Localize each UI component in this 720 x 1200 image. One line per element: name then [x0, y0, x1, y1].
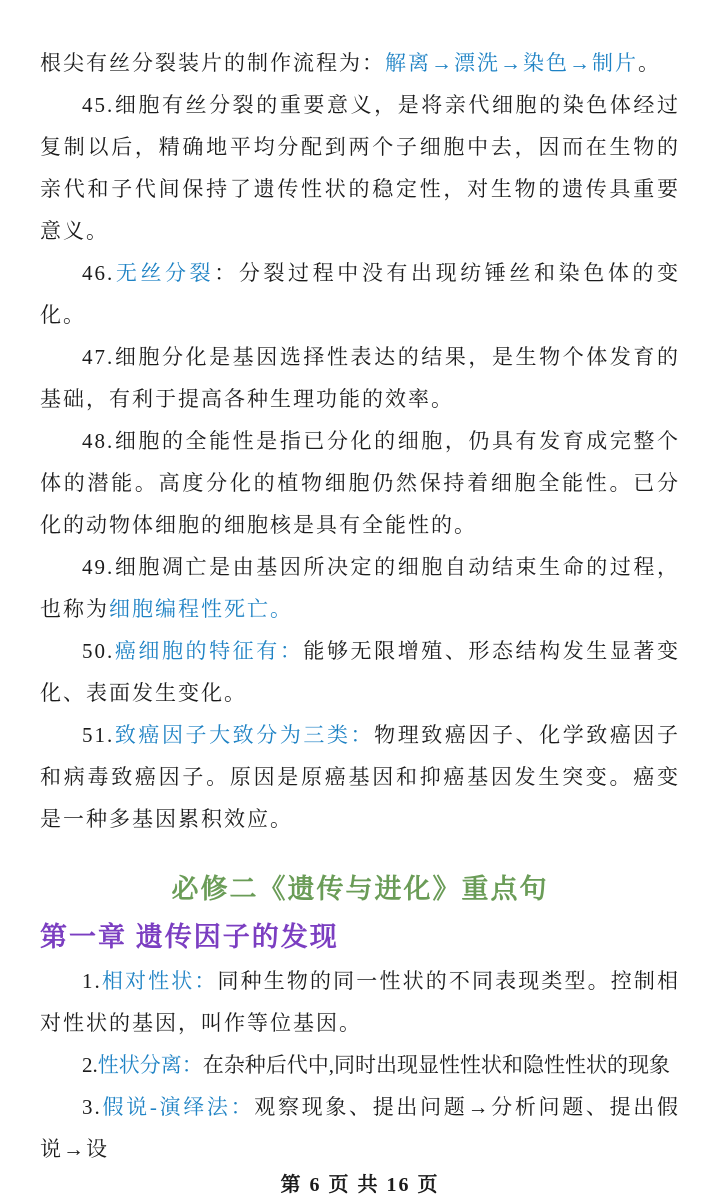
body-text: 49.细胞凋亡是由基因所决定的细胞自动结束生命的过程，也称为	[40, 555, 680, 621]
body-text: 观察现象、提出问题→分析问题、提出假说→设	[40, 1095, 680, 1161]
section-title: 必修二《遗传与进化》重点句	[171, 874, 549, 904]
body-text: 2.	[82, 1053, 98, 1077]
paragraph	[40, 960, 680, 1044]
key-term-text: 解离→漂洗→染色→制片	[385, 51, 638, 75]
paragraph	[40, 42, 680, 84]
body-text: 根尖有丝分裂装片的制作流程为：	[40, 51, 385, 75]
body-text: 1.	[82, 969, 102, 993]
paragraph	[40, 336, 680, 420]
body-text: 在杂种后代中,同时出现显性性状和隐性性状的现象	[202, 1053, 670, 1077]
body-text: 48.细胞的全能性是指已分化的细胞，仍具有发育成完整个体的潜能。高度分化的植物细胞仍然保持着细胞全能性。已分化的动物体细胞的细胞核是具有全能性的。	[40, 429, 680, 537]
body-text: 47.细胞分化是基因选择性表达的结果，是生物个体发育的基础，有利于提高各种生理功能的效率。	[40, 345, 680, 411]
key-term-text: 无丝分裂	[114, 261, 215, 285]
paragraph	[40, 1044, 680, 1086]
key-term-text: 致癌因子大致分为三类：	[114, 723, 375, 747]
paragraph	[40, 546, 680, 630]
body-text: 51.	[82, 723, 115, 747]
body-text: 3.	[82, 1095, 102, 1119]
chapter-heading: 第一章 遗传因子的发现	[40, 922, 339, 952]
key-term-text: 相对性状：	[101, 969, 218, 993]
body-text: 50.	[82, 639, 115, 663]
body-text: 物理致癌因子、化学致癌因子和病毒致癌因子。原因是原癌基因和抑癌基因发生突变。癌变是一种多基因累积效应。	[40, 723, 680, 831]
paragraph	[40, 420, 680, 546]
paragraph	[40, 84, 680, 252]
body-text: 46.	[82, 261, 115, 285]
paragraph	[40, 714, 680, 840]
page-number-footer: 第 6 页 共 16 页	[280, 1174, 440, 1196]
key-term-text: 性状分离：	[97, 1053, 203, 1077]
key-term-text: 癌细胞的特征有：	[114, 639, 304, 663]
key-term-text: 假说-演绎法：	[101, 1095, 255, 1119]
paragraph	[40, 1086, 680, 1170]
document-body	[40, 42, 680, 1170]
body-text: 。	[638, 51, 661, 75]
key-term-text: 细胞编程性死亡。	[109, 597, 293, 621]
body-text: 同种生物的同一性状的不同表现类型。控制相对性状的基因，叫作等位基因。	[40, 969, 680, 1035]
paragraph	[40, 630, 680, 714]
body-text: 能够无限增殖、形态结构发生显著变化、表面发生变化。	[40, 639, 680, 705]
paragraph	[40, 252, 680, 336]
body-text: ：分裂过程中没有出现纺锤丝和染色体的变化。	[40, 261, 681, 327]
body-text: 45.细胞有丝分裂的重要意义，是将亲代细胞的染色体经过复制以后，精确地平均分配到两个子细胞中去，因而在生物的亲代和子代间保持了遗传性状的稳定性，对生物的遗传具重要意义。	[40, 93, 680, 243]
